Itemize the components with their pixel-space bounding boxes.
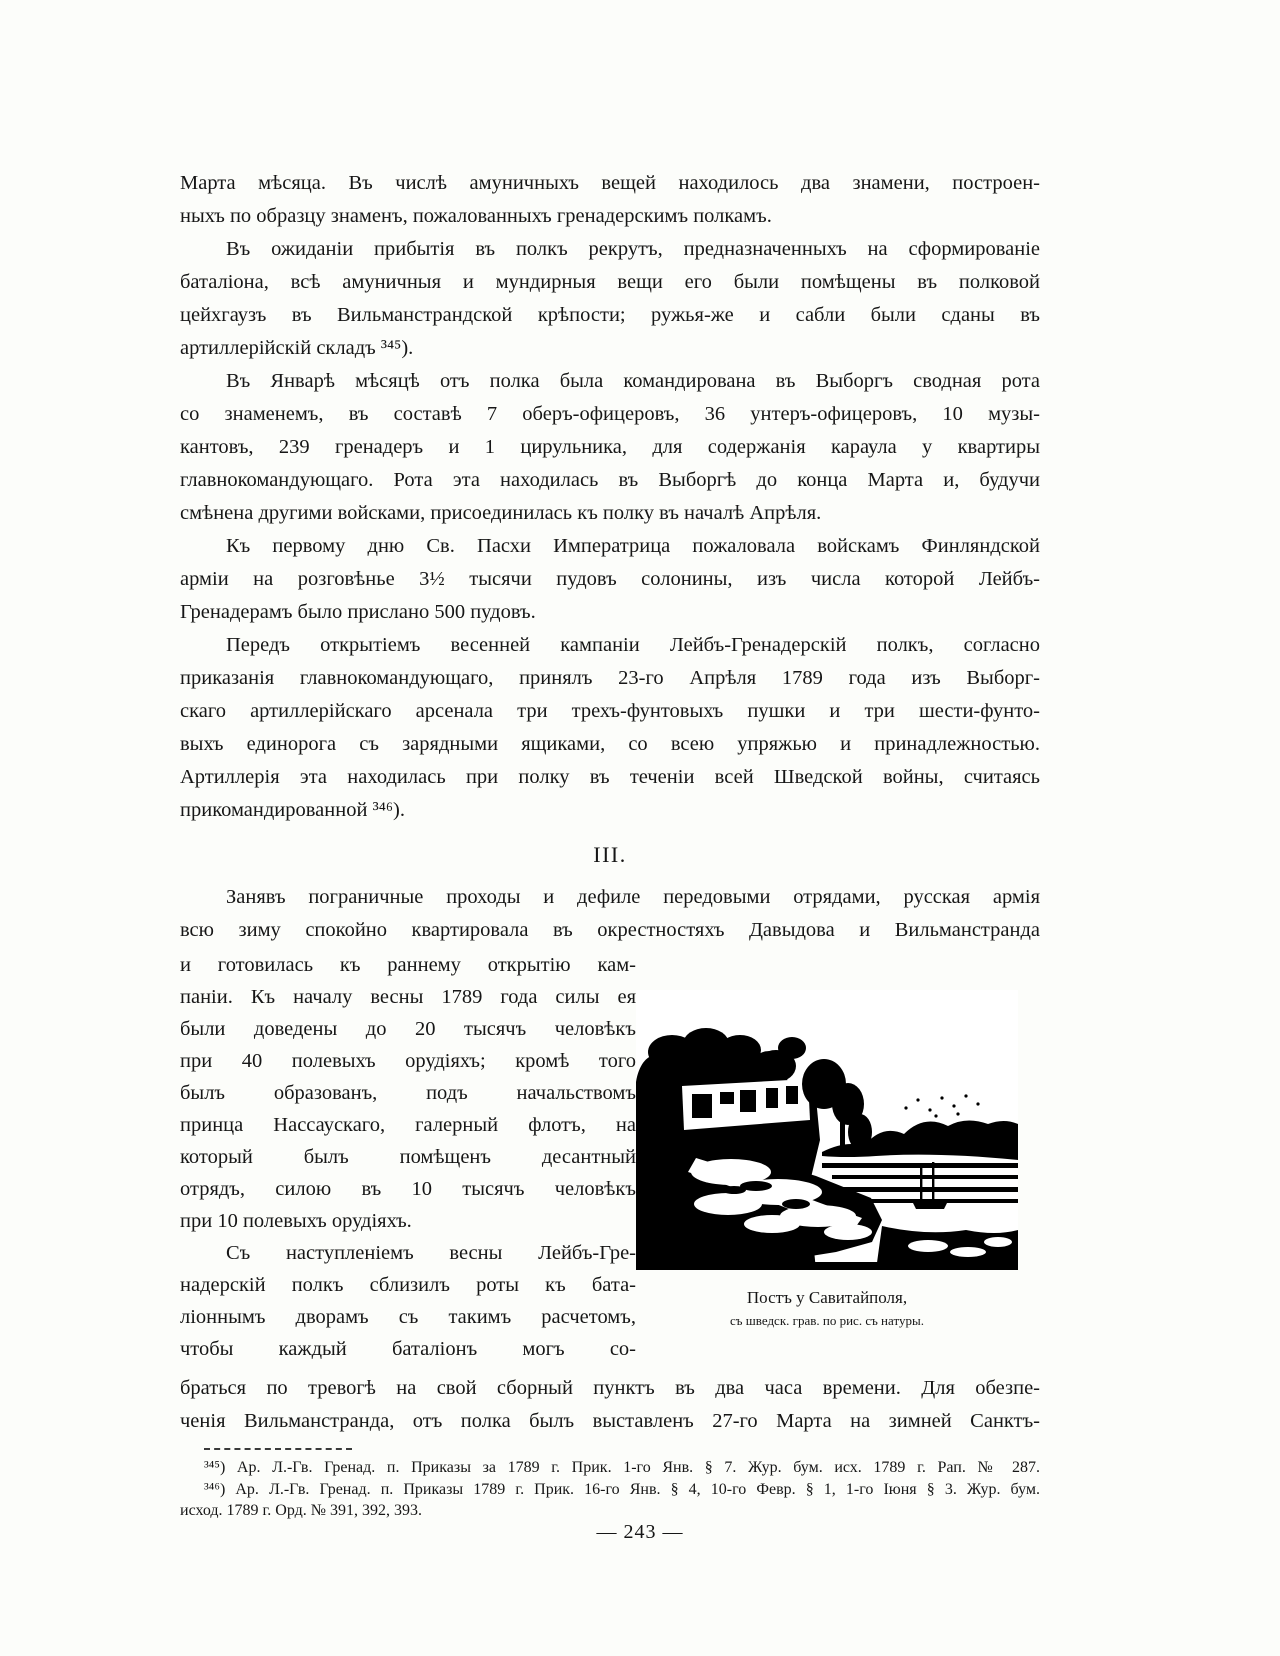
text-line: надерскій полкъ сблизилъ роты къ бата- [180,1274,636,1296]
page-number: — 243 — [596,1521,684,1543]
paragraph [180,1479,1040,1522]
text-line: баталіона, всѣ амуничныя и мундирныя вещи его были помѣщены въ полковой [180,271,1040,293]
text-line: прикомандированной ³⁴⁶). [180,799,405,821]
section-heading: III. [593,842,627,867]
text-line: Къ первому дню Св. Пасхи Императрица пожаловала войскамъ Финляндской [226,535,1040,557]
text-line: приказанія главнокомандующаго, принялъ 23-го Апрѣля 1789 года изъ Выборг- [180,667,1040,689]
body-paragraphs-mid [180,881,1040,947]
text-line: который былъ помѣщенъ десантный [180,1146,636,1168]
text-line: ныхъ по образцу знаменъ, пожалованныхъ гренадерскимъ полкамъ. [180,205,772,227]
text-line: ³⁴⁵) Ар. Л.-Гв. Гренад. п. Приказы за 1789 г. Прик. 1-го Янв. § 7. Жур. бум. исх. 1789 г. Рап. № 287. [204,1459,1040,1476]
text-block [180,167,1040,1522]
text-line: ліоннымъ дворамъ съ такимъ расчетомъ, [180,1306,636,1328]
footnote-rule [204,1448,352,1450]
text-line: Съ наступленіемъ весны Лейбъ-Гре- [226,1242,636,1264]
body-paragraphs-bottom [180,1372,1040,1438]
paragraph [180,365,1040,530]
text-line: артиллерійскій складъ ³⁴⁵). [180,337,414,359]
paragraph [180,629,1040,827]
text-line: Передъ открытіемъ весенней кампаніи Лейбъ-Гренадерскій полкъ, согласно [226,634,1040,656]
text-line: Занявъ пограничные проходы и дефиле передовыми отрядами, русская армія [226,886,1040,908]
text-line: смѣнена другими войсками, присоединилась къ полку въ началѣ Апрѣля. [180,502,822,524]
text-line: всю зиму спокойно квартировала въ окрестностяхъ Давыдова и Вильманстранда [180,919,1040,941]
text-line: чтобы каждый баталіонъ могъ со- [180,1338,636,1360]
text-line: и готовилась къ раннему открытію кам- [180,954,636,976]
text-line: Гренадерамъ было прислано 500 пудовъ. [180,601,536,623]
text-line: браться по тревогѣ на свой сборный пунктъ въ два часа времени. Для обезпе- [180,1377,1040,1399]
paragraph [180,1372,1040,1438]
text-line: былъ образованъ, подъ начальствомъ [180,1082,636,1104]
two-column-region [180,949,1040,1365]
text-line: выхъ единорога съ зарядными ящиками, со всею упряжью и принадлежностью. [180,733,1040,755]
text-line: цейхгаузъ въ Вильманстрандской крѣпости; ружья-же и сабли были сданы въ [180,304,1040,326]
text-line: главнокомандующаго. Рота эта находилась въ Выборгѣ до конца Марта и, будучи [180,469,1040,491]
text-line: ченія Вильманстранда, отъ полка былъ выставленъ 27-го Марта на зимней Санктъ- [180,1410,1040,1432]
paragraph [180,530,1040,629]
text-line: принца Нассаускаго, галерный флотъ, на [180,1114,636,1136]
text-line: отрядъ, силою въ 10 тысячъ человѣкъ [180,1178,636,1200]
text-line: исход. 1789 г. Орд. № 391, 392, 393. [180,1502,423,1519]
text-line: со знаменемъ, въ составѣ 7 оберъ-офицеровъ, 36 унтеръ-офицеровъ, 10 музы- [180,403,1040,425]
paragraph [180,1237,636,1365]
text-line: паніи. Къ началу весны 1789 года силы ея [180,986,636,1008]
left-text-column [180,949,636,1365]
text-line: Въ Январѣ мѣсяцѣ отъ полка была командирована въ Выборгъ сводная рота [226,370,1040,392]
figure-caption [636,1287,1018,1330]
body-paragraphs-top [180,167,1040,827]
paragraph [180,167,1040,233]
figure-caption-title: Постъ у Савитайполя, [746,1288,908,1307]
text-line: при 40 полевыхъ орудіяхъ; кромѣ того [180,1050,636,1072]
text-line: были доведены до 20 тысячъ человѣкъ [180,1018,636,1040]
text-line: ³⁴⁶) Ар. Л.-Гв. Гренад. п. Приказы 1789 г. Прик. 16-го Янв. § 4, 10-го Февр. § 1, 1-го Іюня § 3. Жур. бум. [204,1480,1040,1498]
paragraph [180,1457,1040,1479]
paragraph [180,233,1040,365]
text-line: кантовъ, 239 гренадеръ и 1 цирульника, для содержанія караула у квартиры [180,436,1040,458]
text-line: Артиллерія эта находилась при полку въ теченіи всей Шведской войны, считаясь [180,766,1040,788]
footnotes [180,1457,1040,1522]
text-line: при 10 полевыхъ орудіяхъ. [180,1210,412,1232]
text-line: Въ ожиданіи прибытія въ полкъ рекрутъ, предназначенныхъ на сформированіе [226,238,1040,260]
text-line: Марта мѣсяца. Въ числѣ амуничныхъ вещей находилось два знамени, построен- [180,172,1040,194]
text-line: арміи на розговѣнье 3½ тысячи пудовъ солонины, изъ числа которой Лейбъ- [180,568,1040,590]
paragraph [180,949,636,1237]
figure [636,949,1018,1365]
figure-caption-subtitle: съ шведск. грав. по рис. съ натуры. [730,1313,924,1328]
paragraph [180,881,1040,947]
engraving-illustration [636,990,1018,1270]
text-line: скаго артиллерійскаго арсенала три трехъ-фунтовыхъ пушки и три шести-фунто- [180,700,1040,722]
